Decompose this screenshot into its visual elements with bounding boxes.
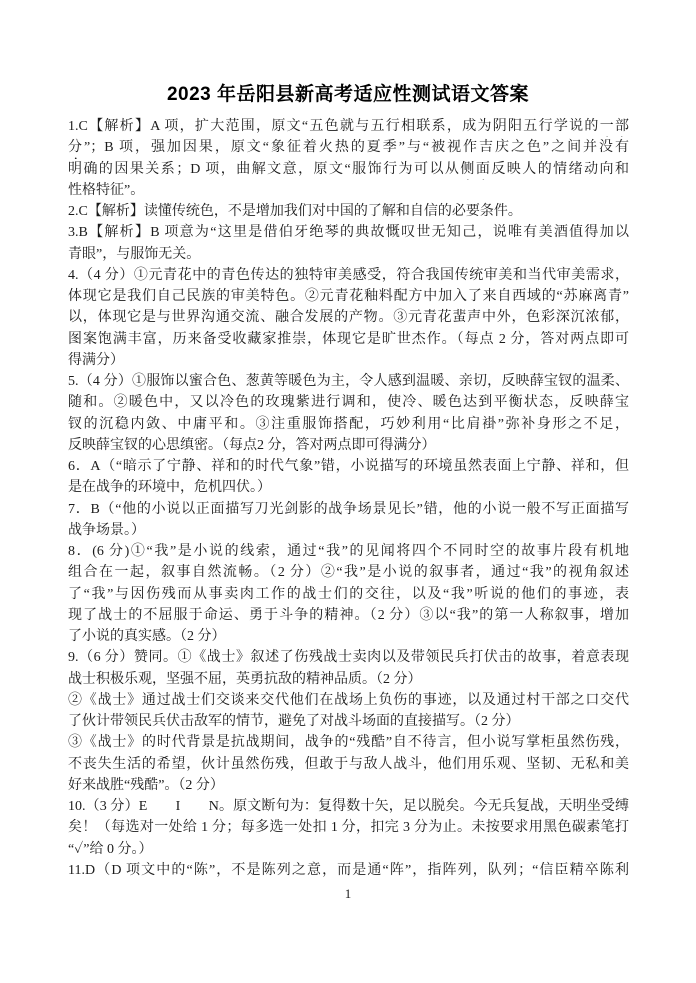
answer-line: 6．A（“暗示了宁静、祥和的时代气象”错，小说描写的环境虽然表面上宁静、祥和，但: [68, 459, 629, 474]
answer-line: ②《战士》通过战士们交谈来交代他们在战场上负伤的事迹，以及通过村干部之口交代: [68, 692, 629, 708]
answer-line: “✓”给 0 分。）: [68, 841, 153, 857]
answer-line: 4.（4 分）①元青花中的青色传达的独特审美感受，符合我国传统审美和当代审美需求，: [68, 267, 629, 283]
answer-5: [68, 371, 629, 456]
answer-line: 反映薛宝钗的心思缜密。（每点2 分，答对两点即可得满分）: [68, 437, 436, 453]
answer-line: 11.D（D 项文中的“陈”，不是陈列之意，而是通“阵”，指阵列，队列；“信臣精卒陈利: [68, 862, 629, 878]
page-number: 1: [344, 886, 352, 901]
answer-7: [68, 499, 629, 542]
emphasis-dots: 一部: [599, 119, 629, 134]
answer-line: 不丧失生活的希望，伙计虽然伤残，但敢于与敌人战斗，他们用乐观、坚韧、无私和美: [68, 756, 629, 772]
page-title: 2023 年岳阳县新高考适应性测试语文答案: [166, 84, 530, 105]
answer-line: 是在战争的环境中，危机四伏。）: [68, 480, 271, 496]
answer-line: 9.（6 分）赞同。①《战士》叙述了伤残战士卖肉以及带领民兵打伏击的故事，着意表现: [68, 650, 629, 666]
answer-line: 3.B【解析】B 项意为“这里是借伯牙绝琴的典故慨叹世无知己，说唯有美酒值得加以: [68, 225, 629, 241]
answer-line: 明确的因果关系；D 项，曲解文意，原文“服饰行为可以从侧面反映人的情绪动向和: [68, 161, 629, 177]
answer-line: 以，体现它是与世界沟通交流、融合发展的产物。③元青花蜚声中外，色彩深沉浓郁，: [68, 310, 629, 326]
answer-line: 战争场景。）: [68, 522, 145, 538]
answer-line: 体现它是我们自己民族的审美特色。②元青花釉料配方中加入了来自西域的“苏麻离青”: [68, 289, 629, 304]
answer-line: 矣！（每选对一处给 1 分；每多选一处扣 1 分，扣完 3 分为止。未按要求用黑色碳素笔打: [68, 820, 629, 836]
answer-line: 了“我”与因伤残而从事卖肉工作的战士们的交往，以及“我”听说的他们的事迹，表: [68, 586, 629, 602]
answer-4: [68, 265, 629, 371]
answer-9-part-1: [68, 647, 629, 690]
answers-body: [68, 116, 629, 881]
answer-line: ③《战士》的时代背景是抗战期间，战争的“残酷”自不待言，但小说写掌柜虽然伤残，: [68, 735, 629, 751]
answer-6: [68, 456, 629, 499]
answer-line: 青眼”，与服饰无关。: [68, 246, 201, 262]
answer-line: 5.（4 分）①服饰以蜜合色、葱黄等暖色为主，令人感到温暖、亲切，反映薛宝钗的温柔、: [68, 374, 629, 389]
answer-line: 7．B（“他的小说以正面描写刀光剑影的战争场景见长”错，他的小说一般不写正面描写: [68, 501, 629, 517]
answer-line: 分”；B 项，强加因果，原文“象征着火热的夏季”与“被视作吉庆之色”之间并没有: [68, 140, 629, 156]
answer-2: [68, 201, 629, 222]
answer-line: 随和。②暖色中，又以冷色的玫瑰紫进行调和，使冷、暖色达到平衡状态，反映薛宝: [68, 395, 629, 411]
answer-line: 组合在一起，叙事自然流畅。（2 分）②“我”是小说的叙事者，通过“我”的视角叙述: [68, 565, 629, 581]
answer-10: [68, 796, 629, 860]
emphasis-dots: 侧面: [460, 161, 492, 177]
answer-line: 了伙计带领民兵伏击敌军的情节，避免了对战斗场面的直接描写。（2 分）: [68, 714, 520, 729]
answer-8: [68, 541, 629, 647]
answer-9-part-2: [68, 690, 629, 733]
answer-line: 性格特征”。: [68, 182, 145, 198]
answer-11: [68, 860, 629, 881]
answer-line: 8．(6 分)①“我”是小说的线索，通过“我”的见闻将四个不同时空的故事片段有机地: [68, 544, 629, 559]
answer-line: 了小说的真实感。（2 分）: [68, 629, 226, 644]
answer-line: 现了战士的不屈服于命运、勇于斗争的精神。（2 分）③以“我”的第一人称叙事，增加: [68, 607, 629, 623]
answer-line: 好来战胜“残酷”。（2 分）: [68, 777, 224, 793]
answer-line: 10.（3 分）E I N。原文断句为：复得数十矢，足以脱矣。今无兵复战，天明坐受缚: [68, 799, 629, 814]
answer-line: 1.C【解析】A 项，扩大范围，原文“五色就与五行相联系，成为阴阳五行学说的一部: [68, 119, 629, 134]
answer-line: 图案饱满丰富，历来备受收藏家推崇，体现它是旷世杰作。（每点 2 分，答对两点即可: [68, 331, 629, 347]
answer-9-part-3: [68, 732, 629, 796]
answer-line: 战士积极乐观，坚强不屈，英勇抗敌的精神品质。（2 分）: [68, 671, 422, 687]
answer-line: 2.C【解析】读懂传统色，不是增加我们对中国的了解和自信的必要条件。: [68, 204, 522, 219]
answer-line: 得满分）: [68, 352, 124, 368]
answer-3: [68, 222, 629, 265]
emphasis-dots: 分: [68, 140, 84, 156]
answer-line: 钗的沉稳内敛、中庸平和。③注重服饰搭配，巧妙利用“比肩褂”弥补身形之不足，: [68, 416, 629, 432]
answer-1: [68, 116, 629, 201]
